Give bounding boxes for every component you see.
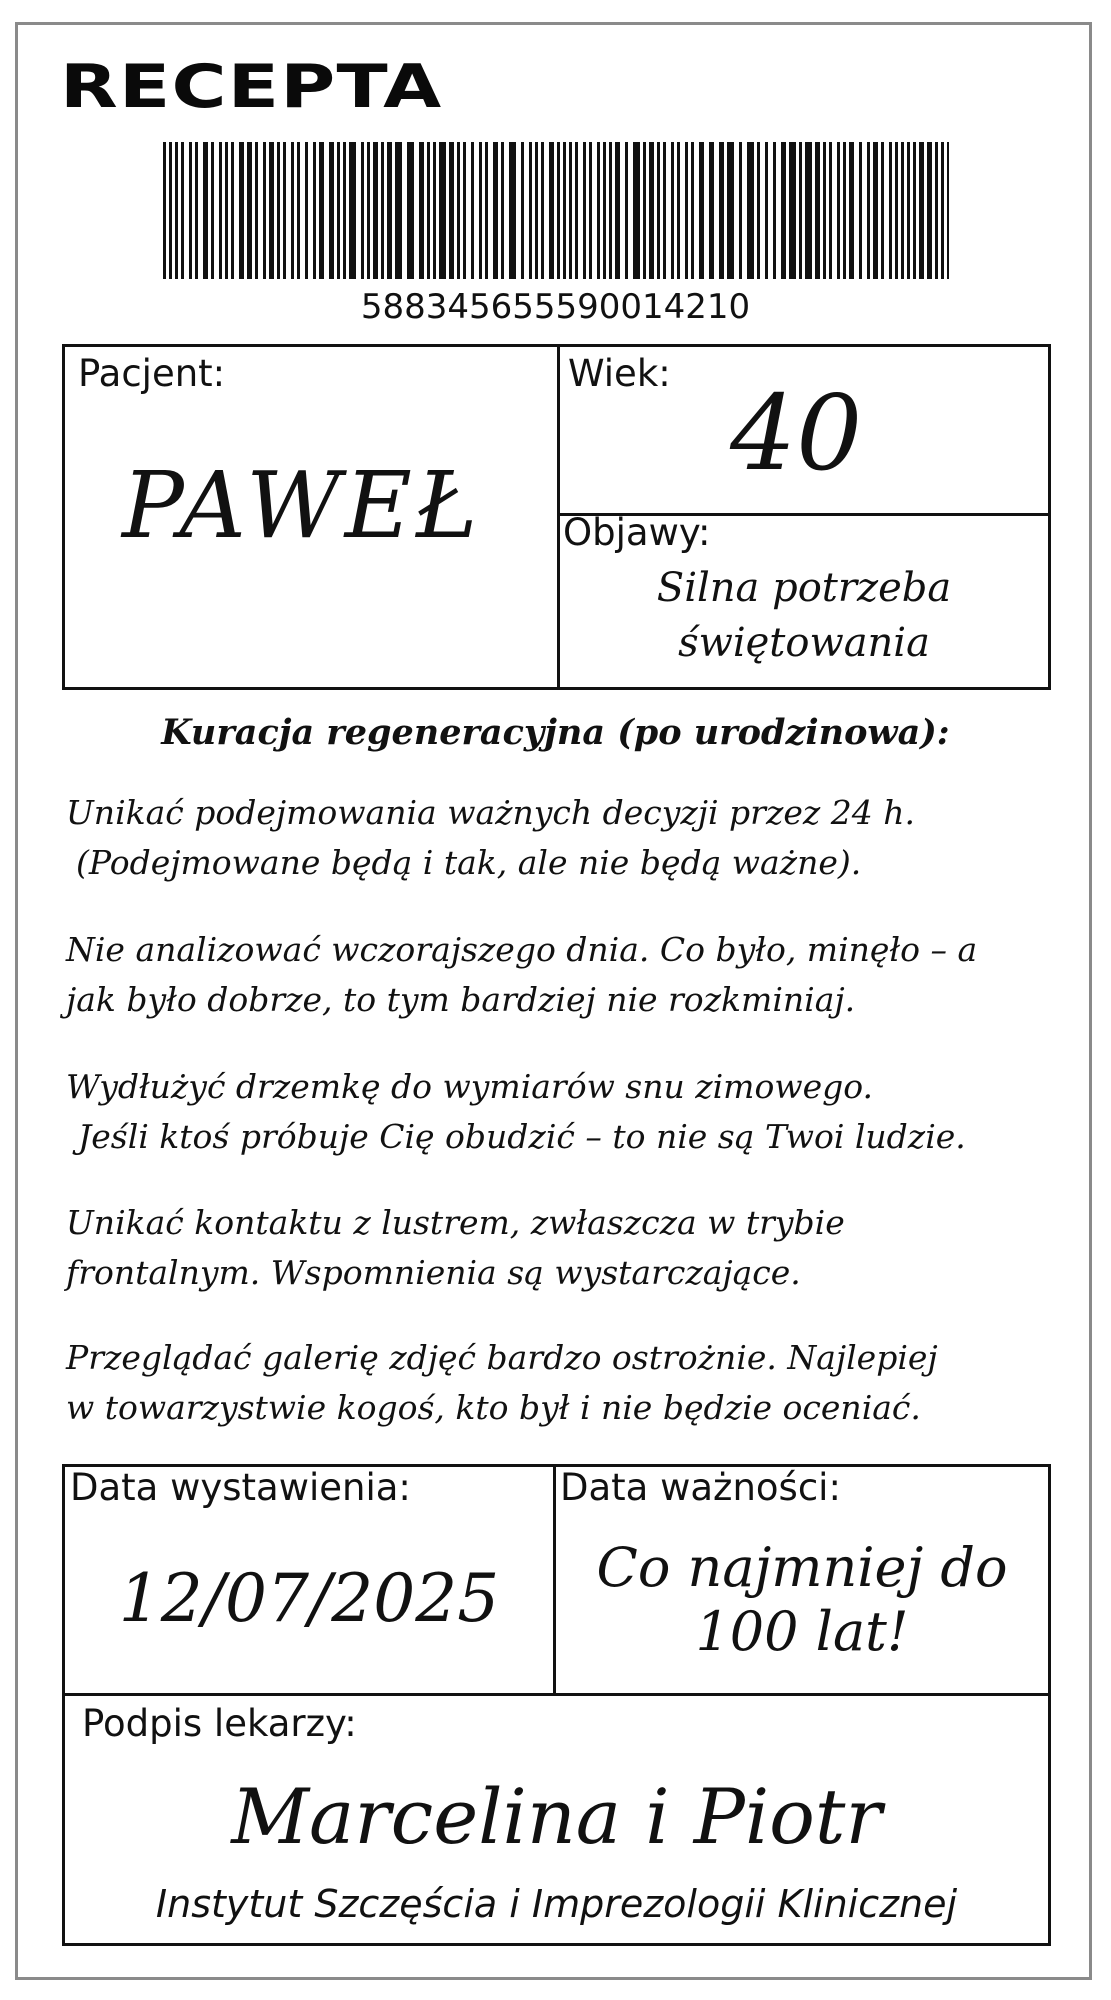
signature-names: Marcelina i Piotr (231, 1772, 882, 1861)
treatment-item (66, 788, 1056, 888)
age-value: 40 (730, 372, 863, 494)
barcode-number: 588345655590014210 (360, 287, 751, 327)
page-title: RECEPTA (60, 52, 443, 122)
treatment-item (66, 1062, 1056, 1162)
treatment-heading: Kuracja regeneracyjna (po urodzinowa): (161, 712, 950, 753)
expiry-date-label: Data ważności: (560, 1466, 841, 1509)
treatment-item (66, 925, 1056, 1025)
expiry-date-line1: Co najmniej do (596, 1536, 1008, 1599)
treatment-item-line: Wydłużyć drzemkę do wymiarów snu zimowego. (66, 1067, 874, 1106)
treatment-item-line: w towarzystwie kogoś, kto był i nie będzie oceniać. (66, 1388, 921, 1427)
treatment-item-line: frontalnym. Wspomnienia są wystarczające. (66, 1253, 801, 1292)
symptoms-line2: świętowania (678, 620, 930, 666)
treatment-item-line: Przeglądać galerię zdjęć bardzo ostrożnie. Najlepiej (66, 1338, 938, 1377)
patient-name: PAWEŁ (122, 452, 482, 559)
treatment-item (66, 1333, 1056, 1433)
barcode (163, 142, 949, 279)
signature-label: Podpis lekarzy: (82, 1702, 357, 1745)
symptoms-line1: Silna potrzeba (656, 565, 952, 611)
treatment-item-line: Unikać kontaktu z lustrem, zwłaszcza w trybie (66, 1203, 845, 1242)
patient-label: Pacjent: (78, 352, 226, 395)
institute-name: Instytut Szczęścia i Imprezologii Klinicznej (155, 1882, 958, 1926)
expiry-date-line2: 100 lat! (695, 1600, 909, 1663)
treatment-item (66, 1198, 1056, 1298)
treatment-item-line: (Podejmowane będą i tak, ale nie będą ważne). (76, 843, 862, 882)
treatment-item-line: Jeśli ktoś próbuje Cię obudzić – to nie są Twoi ludzie. (78, 1117, 966, 1156)
treatment-item-line: jak było dobrze, to tym bardziej nie rozkminiaj. (66, 980, 856, 1019)
age-label: Wiek: (568, 352, 671, 395)
treatment-item-line: Unikać podejmowania ważnych decyzji przez 24 h. (66, 793, 915, 832)
treatment-item-line: Nie analizować wczorajszego dnia. Co było, minęło – a (66, 930, 978, 969)
issue-date-value: 12/07/2025 (118, 1560, 500, 1637)
issue-date-label: Data wystawienia: (70, 1466, 411, 1509)
symptoms-label: Objawy: (563, 511, 711, 554)
